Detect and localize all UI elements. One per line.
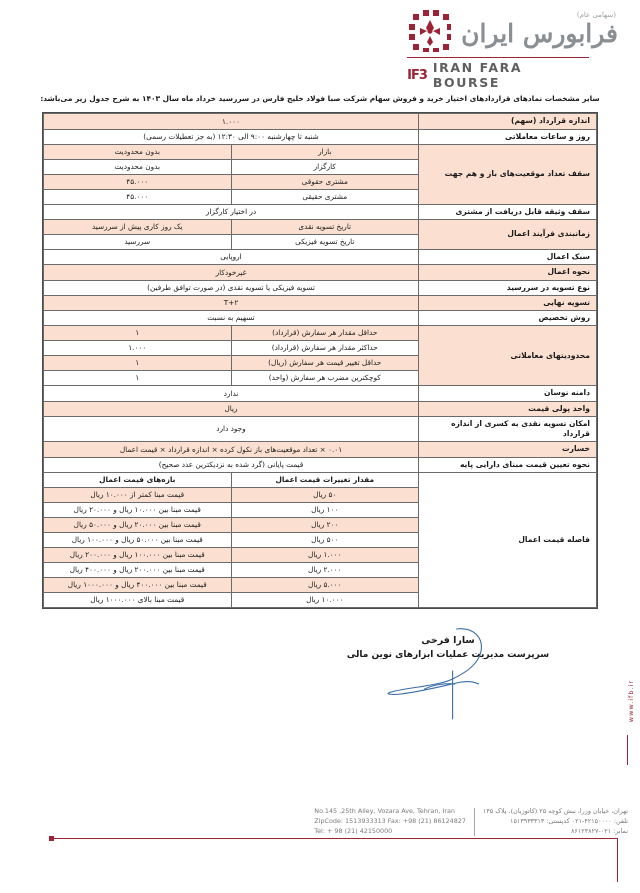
sub-row-label: مشتری حقوقی [231,174,419,189]
row-label: زمانبندی فرآیند اعمال [419,220,597,250]
row-label: امکان تسویه نقدی به کسری از اندازه قرارداد [419,416,597,442]
strike-change-value: ۲.۰۰۰ ریال [231,562,419,577]
document-footer [0,807,640,853]
row-label: محدودیتهای معاملاتی [419,326,597,386]
strike-range-value: قیمت مبنا بین ۱۰.۰۰۰ ریال و ۲۰.۰۰۰ ریال [44,502,232,517]
strike-change-value: ۱۰۰ ریال [231,502,419,517]
brand-name-fa: (سهامی عام) فرابورس ایران [461,10,618,48]
table-row [44,386,597,401]
row-label: نحوه اعمال [419,265,597,280]
table-row [44,457,597,472]
brand-code: IF3 [407,67,427,83]
footer-en-line-2: ZipCode: 1513933313 Fax: +98 (21) 86124827 [314,816,466,825]
signer-title: سرپرست مدیریت عملیات ابزارهای نوین مالی [346,649,550,660]
strike-change-value: ۵۰ ریال [231,487,419,502]
footer-fa-line-3: نمابر: ۰۲۱-۸۶۱۲۴۸۲۷ [570,826,628,835]
footer-vertical-rule [617,838,618,882]
sub-row-label: کوچکترین مضرب هر سفارش (واحد) [231,371,419,386]
footer-en-line-1: No.145 ,25th Alley, Vozara Ave, Tehran, Iran [314,807,455,815]
table-row [44,220,597,235]
row-label: خسارت [419,442,597,457]
row-value: وجود دارد [44,416,419,442]
sub-row-value: ۱ [44,371,232,386]
specifications-table-wrapper [42,112,598,609]
sub-row-label: بازار [231,144,419,159]
sub-row-label: تاریخ تسویه نقدی [231,220,419,235]
document-header [0,0,640,92]
strike-range-value: قیمت مبنا بالای ۱۰۰۰.۰۰۰ ریال [44,592,232,607]
sub-row-label: حداکثر مقدار هر سفارش (قرارداد) [231,341,419,356]
table-row [44,295,597,310]
strike-range-value: قیمت مبنا بین ۵۰.۰۰۰ ریال و ۱۰۰.۰۰۰ ریال [44,532,232,547]
side-website-url: www.ifb.ir [627,680,635,723]
row-label: روز و ساعات معاملاتی [419,129,597,144]
footer-divider [474,808,475,836]
table-row [44,442,597,457]
sub-row-label: حداقل مقدار هر سفارش (قرارداد) [231,326,419,341]
sub-row-value: ۱ [44,326,232,341]
brand-legal-form: (سهامی عام) [576,10,616,19]
row-label: سقف وثیقه قابل دریافت از مشتری [419,204,597,219]
row-label: واحد پولی قیمت [419,401,597,416]
logo-mark-icon [407,8,453,54]
row-value: T+۲ [44,295,419,310]
row-value: شنبه تا چهارشنبه ۹:۰۰ الی ۱۲:۳۰ (به جز تعطیلات رسمی) [44,129,419,144]
sub-row-label: تاریخ تسویه فیزیکی [231,235,419,250]
strike-change-value: ۱.۰۰۰ ریال [231,547,419,562]
row-value: تسهیم به نسبت [44,311,419,326]
table-row [44,416,597,442]
row-value: اروپایی [44,250,419,265]
strike-range-value: قیمت مبنا بین ۱۰۰.۰۰۰ ریال و ۲۰۰.۰۰۰ ریال [44,547,232,562]
brand-logo [407,8,618,90]
row-value: ۱.۰۰۰ [44,114,419,129]
table-row [44,326,597,341]
footer-fa-line-2: تلفن: ۴۲۱۵۰۰۰۰-۰۲۱ کدپستی: ۱۵۱۳۹۳۳۳۱۳ [510,816,628,825]
footer-fa-line-1: تهران، خیابان وزرا، نبش کوچه ۲۵ (کاتوزیان)، پلاک ۱۴۵ [482,807,628,815]
sub-row-value: بدون محدودیت [44,144,232,159]
sub-row-value: ۱.۰۰۰ [44,341,232,356]
strike-range-value: قیمت مبنا بین ۴۰۰.۰۰۰ ریال و ۱۰۰۰.۰۰۰ ریال [44,577,232,592]
table-row [44,129,597,144]
strike-range-value: قیمت مبنا کمتر از ۱۰.۰۰۰ ریال [44,487,232,502]
row-label: روش تخصیص [419,311,597,326]
row-value: تسویه فیزیکی یا تسویه نقدی (در صورت توافق طرفین) [44,280,419,295]
row-value: در اختیار کارگزار [44,204,419,219]
footer-en-line-3: Tel: + 98 (21) 42150000 [314,826,393,835]
strike-change-value: ۲۰۰ ریال [231,517,419,532]
row-label: فاصله قیمت اعمال [419,472,597,607]
sub-row-value: سررسید [44,235,232,250]
row-value: ریال [44,401,419,416]
strike-change-header: مقدار تغییرات قیمت اعمال [231,472,419,487]
footer-address-en [306,807,474,837]
sub-row-value: یک روز کاری پیش از سررسید [44,220,232,235]
sub-row-label: مشتری حقیقی [231,189,419,204]
brand-name-en: IRAN FARA BOURSE [432,60,523,90]
sub-row-label: حداقل تغییر قیمت هر سفارش (ریال) [231,356,419,371]
table-row [44,114,597,129]
footer-address-fa [475,807,636,837]
row-value: ۰.۰۱ × تعداد موقعیت‌های باز نکول کرده × اندازه قرارداد × قیمت اعمال [44,442,419,457]
strike-range-value: قیمت مبنا بین ۲۰.۰۰۰ ریال و ۵۰.۰۰۰ ریال [44,517,232,532]
strike-change-value: ۵.۰۰۰ ریال [231,577,419,592]
strike-range-value: قیمت مبنا بین ۲۰۰.۰۰۰ ریال و ۴۰۰.۰۰۰ ریال [44,562,232,577]
specifications-table [43,113,597,608]
sub-row-value: ۴۵.۰۰۰ [44,174,232,189]
table-row [44,144,597,159]
strike-change-value: ۱۰.۰۰۰ ریال [231,592,419,607]
row-label: دامنه نوسان [419,386,597,401]
strike-change-value: ۵۰۰ ریال [231,532,419,547]
table-row [44,311,597,326]
signer-name: سارا فرخی [421,634,475,646]
signature-block [298,635,598,660]
sub-row-value: ۱ [44,356,232,371]
row-label: نحوه تعیین قیمت مبنای دارایی پایه [419,457,597,472]
table-row [44,472,597,487]
row-value: ندارد [44,386,419,401]
sub-row-value: ۴۵.۰۰۰ [44,189,232,204]
row-label: سقف تعداد موقعیت‌های باز و هم جهت [419,144,597,204]
table-row [44,250,597,265]
row-label: تسویه نهایی [419,295,597,310]
table-row [44,265,597,280]
sub-row-value: بدون محدودیت [44,159,232,174]
side-accent-line [627,735,628,765]
table-row [44,401,597,416]
footer-accent-rule [52,838,618,839]
strike-range-header: بازه‌های قیمت اعمال [44,472,232,487]
row-label: نوع تسویه در سررسید [419,280,597,295]
row-label: اندازه قرارداد (سهم) [419,114,597,129]
table-row [44,204,597,219]
table-row [44,280,597,295]
row-value: غیرخودکار [44,265,419,280]
sub-row-label: کارگزار [231,159,419,174]
row-value: قیمت پایانی (گرد شده به نزدیکترین عدد صحیح) [44,457,419,472]
row-label: سبک اعمال [419,250,597,265]
document-title: سایر مشخصات نمادهای قراردادهای اختیار خرید و فروش سهام شرکت صبا فولاد خلیج فارس در سررسید خرداد ماه سال ۱۴۰۳ به شرح جدول زیر می‌باشد: [40,94,600,103]
